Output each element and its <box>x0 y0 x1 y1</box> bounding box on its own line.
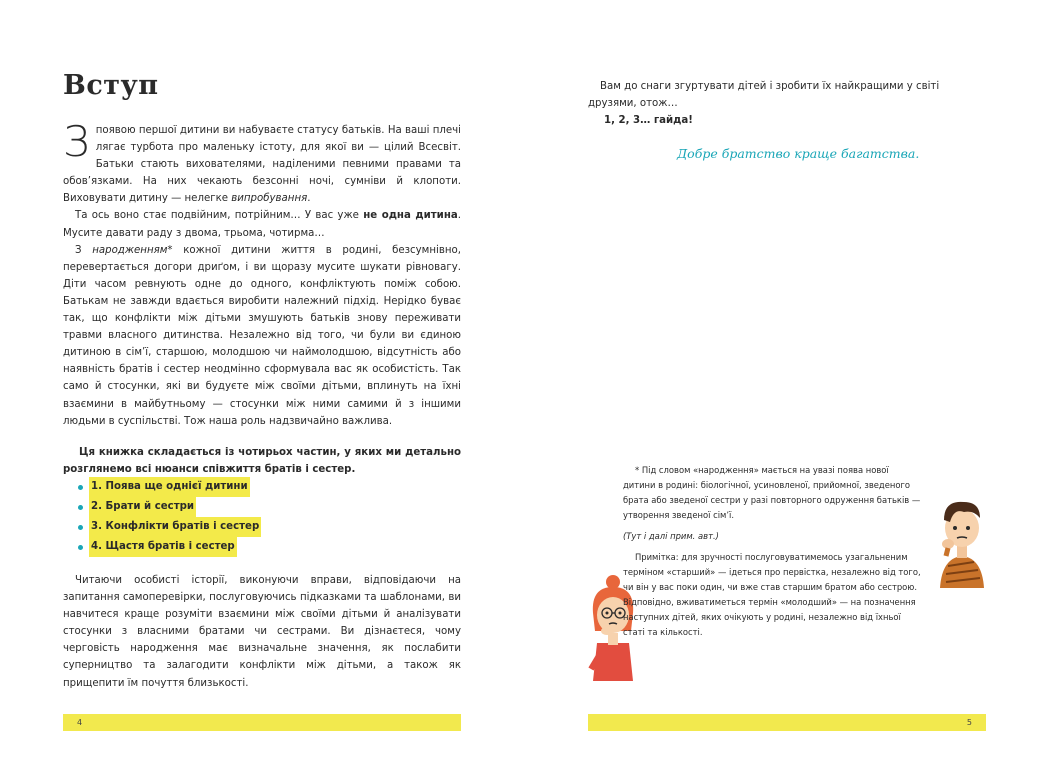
bullet-icon <box>78 485 83 490</box>
footnote-terms: Примітка: для зручності послуговуватимемось узагальненим терміном «старший» — ідеться про первістка, незалежно від того, чи він у вас поки один, чи вже став старшим братом або сестрою. Відповідно, вживатиметься термін «молодший» — на позначення наступних дітей, яких очікують у родині, незалежно від їхньої статі та кількості. <box>623 552 921 637</box>
intro-bold-phrase: не одна дитина <box>363 210 458 222</box>
intro-italic-birth: народженням* <box>92 244 173 256</box>
intro-paragraph-1: появою першої дитини ви набуваєте статусу батьків. На ваші плечі лягає турбота про маленьку істоту, для якої ви — цілий Всесвіт. Батьки стають вихователями, наділеними певними правами та обов’язками. На них чекають безсонні ночі, сумніви й клопоти. Виховувати дитину — нелегке <box>63 125 461 205</box>
footer-bar-right <box>588 714 986 731</box>
right-top-text: Вам до снаги згуртувати дітей і зробити їх найкращими у світі друзями, отож… 1, 2, 3… гайда! <box>588 78 988 129</box>
bullet-icon <box>78 545 83 550</box>
proverb-quote: Добре братство краще багатства. <box>677 146 920 161</box>
page-number: 5 <box>966 718 972 727</box>
list-item: 2. Брати й сестри <box>78 497 261 517</box>
bullet-icon <box>78 525 83 530</box>
closing-text: Читаючи особисті історії, виконуючи вправи, відповідаючи на запитання самоперевірки, послуговуючись підказками та шаблонами, ви навчитеся краще розуміти взаємини між своїми дітьми й аналізувати стосунки з власними братами чи сестрами. Ви дізнаєтеся, чому черговість народження має визначальне значення, як послабити суперництво та залагодити конфлікти між дітьми, а також як прищепити їм почуття близькості. <box>63 575 461 689</box>
intro-text: З появою першої дитини ви набуваєте статусу батьків. На ваші плечі лягає турбота про маленьку істоту, для якої ви — цілий Всесвіт. Батьки стають вихователями, наділеними певними правами та обов’язками. На них чекають безсонні ночі, сумніви й клопоти. Виховувати дитину — нелегке випробування. Та ось воно стає подвійним, потрійним… У вас уже не одна дитина. Мусите давати раду з двома, трьома, чотирма… З народженням* кожної дитини життя в родині, безсумнівно, перевертається догори дриґом, і ви щоразу мусите шукати рівновагу. Діти часом ревнують одне до одного, конфліктують поміж собою. Батькам не завжди вдається виробити належний підхід. Нерідко буває так, що конфлікти між дітьми змушують батьків знову переживати травми власного дитинства. Незалежно від того, чи були ви єдиною дитиною в сім’ї, старшою, молодшою чи наймолодшою, відсутність або наявність братів і сестер неодмінно сформувала вас як особистість. Так само й стосунки, які ви будуєте між своїми дітьми, вплинуть на їхні взаємини в майбутньому — стосунки між ними самими й з іншими людьми в суспільстві. Тож наша роль надзвичайно важлива. <box>63 117 461 427</box>
list-item: 3. Конфлікти братів і сестер <box>78 517 261 537</box>
intro-italic-word: випробування <box>231 193 308 205</box>
page-title: Вступ <box>63 70 159 101</box>
dropcap: З <box>63 117 90 166</box>
parts-list <box>78 477 261 557</box>
intro-paragraph-2: Та ось воно стає подвійним, потрійним… У вас уже <box>75 210 359 222</box>
right-page <box>525 0 1050 763</box>
bullet-icon <box>78 505 83 510</box>
list-item: 1. Поява ще однієї дитини <box>78 477 261 497</box>
countdown: 1, 2, 3… гайда! <box>604 115 693 127</box>
footnote-birth: * Під словом «народження» мається на увазі поява нової дитини в родині: біологічної, усиновленої, прийомної, зведеного брата або зведеної сестри у разі повторного одруження батьків — утворення зведеної сім’ї. <box>623 465 921 520</box>
page-number: 4 <box>77 718 83 727</box>
footer-bar-left <box>63 714 461 731</box>
intro-paragraph-3: кожної дитини життя в родині, безсумнівно, перевертається догори дриґом, і ви щоразу мусите шукати рівновагу. Діти часом ревнують одне до одного, конфліктують поміж собою. Батькам не завжди вдається виробити належний підхід. Нерідко буває так, що конфлікти між дітьми змушують батьків знову переживати травми власного дитинства. Незалежно від того, чи були ви єдиною дитиною в сім’ї, старшою, молодшою чи наймолодшою, відсутність або наявність братів і сестер неодмінно сформувала вас як особистість. Так само й стосунки, які ви будуєте між своїми дітьми, вплинуть на їхні взаємини в майбутньому — стосунки між ними самими й з іншими людьми в суспільстві. Тож наша роль надзвичайно важлива. <box>63 244 461 427</box>
list-item: 4. Щастя братів і сестер <box>78 537 261 557</box>
footnotes <box>623 463 923 646</box>
book-summary: Ця книжка складається із чотирьох частин, у яких ми детально розглянемо всі нюанси співжиття братів і сестер. <box>63 447 461 476</box>
footnote-author-note: (Тут і далі прим. авт.) <box>623 531 719 541</box>
thinking-boy-icon <box>934 496 990 588</box>
